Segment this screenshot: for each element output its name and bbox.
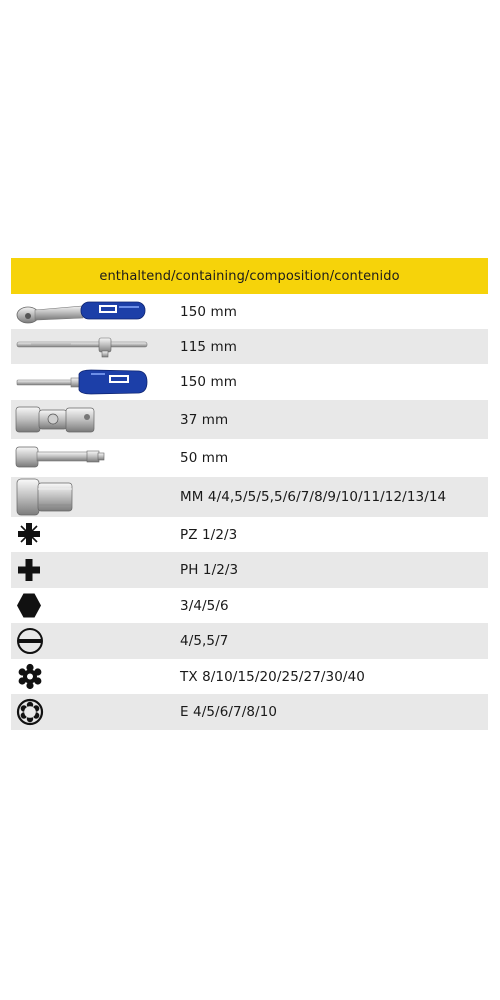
table-row [11,439,488,477]
row-value: 50 mm [180,450,229,466]
extension-bar-icon [11,439,180,477]
pozidriv-icon [11,517,180,552]
table-row [11,659,488,694]
table-row [11,294,488,329]
table-row [11,400,488,439]
header-title: enthaltend/containing/composition/contenido [99,268,400,284]
universal-joint-icon [11,400,180,439]
row-value: MM 4/4,5/5/5,5/6/7/8/9/10/11/12/13/14 [180,489,447,505]
table-row [11,477,488,517]
phillips-icon [11,552,180,588]
socket-icon [11,477,180,517]
table-row [11,364,488,400]
slotted-icon [11,623,180,659]
row-value: 150 mm [180,303,237,320]
row-value: 150 mm [180,374,237,390]
row-value: PH 1/2/3 [180,562,239,578]
torx-icon [11,659,180,694]
table-row [11,623,488,659]
row-value: 115 mm [180,338,237,355]
table-row [11,588,488,623]
row-value: E 4/5/6/7/8/10 [180,704,278,720]
row-value: TX 8/10/15/20/25/27/30/40 [180,668,365,685]
table-row [11,517,488,552]
contents-table [11,258,488,730]
hex-icon [11,588,180,623]
table-row [11,694,488,730]
spinner-handle-icon [11,364,180,400]
e-torx-icon [11,694,180,730]
row-value: 37 mm [180,411,229,428]
ratchet-icon [11,294,180,329]
row-value: PZ 1/2/3 [180,526,238,543]
table-row [11,329,488,364]
table-row [11,552,488,588]
table-header [11,258,488,294]
row-value: 4/5,5/7 [180,633,229,649]
t-bar-handle-icon [11,329,180,364]
row-value: 3/4/5/6 [180,597,229,614]
